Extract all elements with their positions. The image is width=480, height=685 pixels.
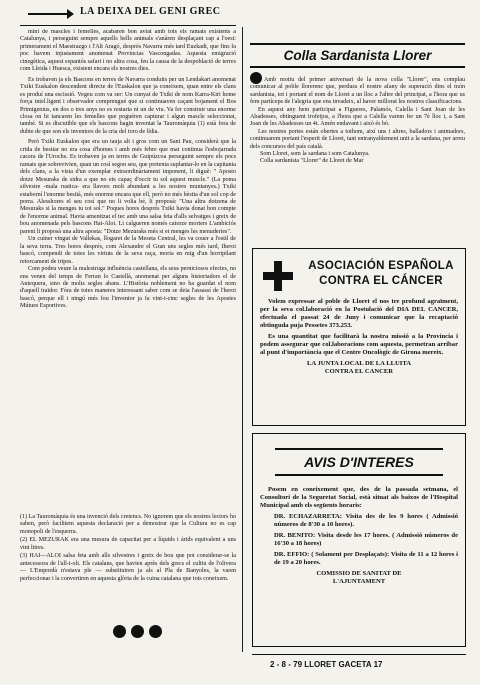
- avis-signature: COMISSIO DE SANITAT DE L'AJUNTAMENT: [316, 570, 402, 585]
- end-mark: [113, 625, 162, 638]
- footnote: (2) EL MEZURAK era una mesura de capacitat per a líquids i àrids equivalent a uns vint litres.: [20, 537, 236, 551]
- avis-title: AVIS D'INTERES: [275, 448, 443, 476]
- column-divider: [242, 27, 243, 652]
- schedule-item: DR. BENITO: Visita desde les 17 hores. ( Admissió números de 16'30 a 18 hores): [274, 532, 458, 547]
- header-arrow-icon: [28, 13, 68, 15]
- colla-slogan: Som Lloret, som la sardana i som Catalunya.: [260, 151, 370, 158]
- colla-body: [250, 72, 465, 166]
- colla-heading: Colla Sardanista Llorer: [250, 43, 465, 68]
- footnote: (3) HAI—ALOI salsa feta amb alls silvestres i greix de bou que pot considerar-se la antecessora de l'all-i-oli. Els catalans, que havien après dels grecs el cultiu de l'olivera — L'Empordà n'estava ple — substituiren ja als al Pla de Banyoles, la varen perfeccionar i la convertiren en aquesta glòria de la cuina catalana que tots coneixem.: [20, 553, 236, 582]
- header-rule: [20, 25, 236, 26]
- page-footer: 2 - 8 - 79 LLORET GACETA 17: [270, 660, 383, 669]
- schedule-item: DR. EFFIO: ( Solament per Desplaçats): Visita de 11 a 12 hores i de 19 a 20 hores.: [274, 551, 458, 566]
- end-dot-icon: [131, 625, 144, 638]
- aecc-title: ASOCIACIÓN ESPAÑOLA CONTRA EL CÁNCER: [308, 260, 454, 287]
- aecc-paragraph: Volem expressar al poble de Lloret el nos tre profund agraïment, per la seva col.laboració en la Postulació del DIA DEL CANCER, efectuada el passat 24 de Juny i comunicar que la recaptació obtinguda puja Pessetes 373.253.: [260, 298, 458, 329]
- aecc-signature: LA JUNTA LOCAL DE LA LLUITA CONTRA EL CANCER: [307, 360, 411, 375]
- bullet-dot-icon: [250, 72, 262, 84]
- avis-intro: Posem en coneixement que, des de la passada setmana, el Consultori de la Seguretat Social, està situat als baixos de l'Hospital Municipal amb els següents horaris:: [260, 486, 458, 509]
- section-title: LA DEIXA DEL GENI GREC: [80, 6, 221, 17]
- article-paragraph: Però Txiki Euskalon que era un tauja alt i gros com un Sant Pau, considerà que la crida de bestiar no era cosa d'homes i amb més febre que mai continua l'esbojarrada cacera de l'Urochs. Es trobaven ja en terres de Guipúzcoa perseguint sempre els pocs ramats que sobrevivien, quan un cosí segon seu, que pretenia suplantar-lo en la capitania dels clans, a la vista d'un exemplar extraordinàriament imponent, li diguè: " Aposto dotze Mesuraks de sidra a que no ets capaç d'occir tu sol aquest muscle." (La poma silvestre -mala rustica- era llavors molt abundant a les nostres muntanyes.) Txiki estaborní l'enorme bestià, més enorme encara que ell, però no més bèstia d'un sol cop de porra. Alesshores el seu cosí que no li volia bé, li proposà: "Una altra dotzena de Mesuraks si la menges tu tot sol." Poques hores després Txiki havia donat bon compte de l'enorme animal. Havia amenitzat el tec amb una salsa feta d'alls selvatges i greix de bou anomenada pels bascons Hai-Aloi. Li calgueren només catorze morters L'ambiciós parent li proposà una altra aposta: "Dotze Mezuraks més si et menges les menuderies".: [20, 139, 236, 235]
- colla-signature: Colla sardanista "Llorer" de Lloret de Mar: [260, 158, 364, 165]
- colla-paragraph: Amb motiu del primer aniversari de la nova colla "Llorer", ens complau comunicar al poble llorerenc que, perdura el nostre afany de superació dins el món sardanista, tot i portant el nom de Lloret a un lloc a l'altre del principat, a l'hora que us fem partíceps de l'alegria que ens invadeix, al haver millorat les nostres classificacions.: [250, 72, 465, 107]
- avis-notice: [252, 433, 466, 647]
- avis-body: [260, 486, 458, 589]
- article-paragraph: Es trobaven ja els Bascons en terres de Navarra conduits per un Lendakari anomenat Txiki Euskalon descendent directe de l'Euskalon que ja coneixem, quan entre els clans es produí una escissió. Vegeu com va ser: Un cunyat de Txiki de nom Karra-Kiri home força intel.ligent i observador comprengué que si continuaven caçant bojament el Bos Primigenius, en dos o tres anys no es restaria ni un de viu. Va fer construir una enorme closa on hi tancaren les femelles que poguéren capturar i algun mascle seleccionat, també. Si es discutible que els bascons hagin inventat la Tauromàquia (1) està fora de dubte de que son els inventors de la cria del toro de lídia.: [20, 76, 236, 135]
- article-paragraph: mini de mascles i femelles, acabaren bon aviat amb tots els ramats existents a Catalunya, i perseguint sempre aquells bells animals s'anàren desplaçant cap a l'oest: primerament el Maestrazgo i l'Alt Aragó, després Navarra més tard Euzkadi, que fins fa poc havem injustament anomenat Provincias Vascongadas. Aquesta emigració cinegètica, aquest espantós safari i no altra cosa, feu la causa de la despoblació de terres com Lleida i Huesca, existent encara els nostres dies.: [20, 29, 236, 73]
- aecc-body: [260, 298, 458, 379]
- cross-of-lorraine-icon: [263, 261, 293, 291]
- aecc-paragraph: Es una quantitat que facilitarà la nostra missió a la Província i podem assegurar que col.laboracions com aquesta, permetran arribar al punt d'importància que el Centre Oncològic de Girona mereix.: [260, 333, 458, 356]
- colla-paragraph: Les nostres portes están obertes a tothom, així uns i altres, balladors i animadors, continuarem portant l'esperit de Lloret, tant entranyablement unit a la sardana, per arreu dels concursos del país català.: [250, 128, 465, 150]
- end-dot-icon: [113, 625, 126, 638]
- footnote: (1) La Tauromàquia és una invenció dels cretencs. No ignorem que els nostres lectors ho saben, però facilitem aquesta declaració per a demostrar que la Cultura no es cap monopoli de l'esquerra.: [20, 514, 236, 535]
- schedule-item: DR. ECHAZARRETA: Visita des de les 9 hores ( Admissió números de 8'30 a 10 hores).: [274, 513, 458, 528]
- article-footnotes: [20, 514, 236, 584]
- end-dot-icon: [149, 625, 162, 638]
- article-paragraph: Un cuiner vingut de Vallekas, llogaret de la Meseta Central, les va couer a l'estil de la seva terra. Tres hores després, com Alexandre el Gran uns segles més tard, Iheroi bascó, compendi de totes les virtuts de la seva raça, moria en mig d'un horripilant retorcament de tripes.: [20, 236, 236, 265]
- colla-paragraph: En aquest any hem participat a Figueres, Palamós, Calella i Sant Joan de les Abadesses, obtinguent trofetjos, a l'hora que a Calella varem fer un 7è lloc i, a Sant Joan de les Abadesses un 4t. Amén endavant i això és bò.: [250, 106, 465, 128]
- footer-rule: [252, 654, 466, 655]
- aecc-notice: [252, 248, 466, 426]
- article-paragraph: Com podeu veure la malestruga influència castellana, els seus perniciosos efectes, no ens venen del temps de Ferran lo Castellà, anomenat per alguns historiadors el de Antequera, sino de molts segles abans. L'Història noblement no ha guardat el nom d'aquell traïdor. Fóra de totes maneres interessant saber com se deia l'assassí de l'heroi bascó, perque ell i ningú més fou l'inventor ja fa vint-i-cinc segles de les Apostes Mútues Esportives.: [20, 266, 236, 310]
